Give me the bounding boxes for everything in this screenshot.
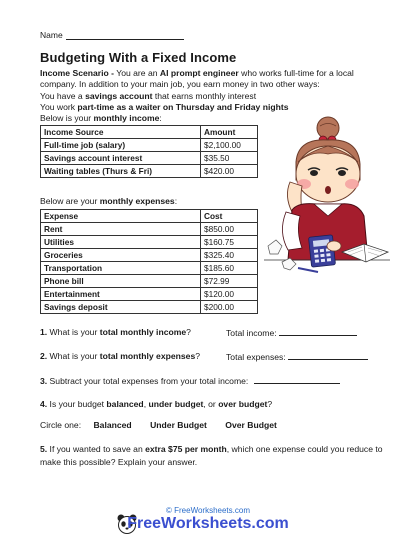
name-line[interactable] [66,31,184,40]
q3-number: 3. [40,376,48,386]
savings-text-c: that earns monthly interest [152,91,257,101]
scenario-text: You are an [114,68,160,78]
table-row [41,288,258,301]
waiter-text-a: You work [40,102,78,112]
expense-cost-cell: $185.60 [201,262,258,275]
q2-answer [226,351,396,363]
income-amount-cell: $35.50 [201,152,258,165]
scenario-job: AI prompt engineer [159,68,239,78]
q4-text-f: over budget [218,399,268,409]
table-row [41,249,258,262]
q3-text: Subtract your total expenses from your total income: [47,376,249,386]
table-row [41,236,258,249]
income-intro-c: : [159,113,162,123]
income-source-cell: Savings account interest [41,152,201,165]
q4-text-e: , or [203,399,219,409]
expense-cost-cell: $72.99 [201,275,258,288]
income-header-amount: Amount [201,126,258,139]
income-header-source: Income Source [41,126,201,139]
student-illustration [262,112,392,284]
expense-cost-cell: $200.00 [201,301,258,314]
q5-text-b: extra $75 per month [145,444,227,454]
q1-text-c: ? [186,327,191,337]
table-row [41,301,258,314]
income-intro-b: monthly income [93,113,160,123]
circle-one-row [40,420,390,431]
q2-text-c: ? [195,351,201,361]
expense-cost-cell: $160.75 [201,236,258,249]
scenario-label: Income Scenario - [40,68,115,78]
q4-text-a: Is your budget [47,399,107,409]
income-amount-cell: $2,100.00 [201,139,258,152]
expense-table-header [41,210,258,223]
expense-cost-cell: $325.40 [201,249,258,262]
q1-answer [226,327,386,339]
q2-text-b: total monthly expenses [99,351,196,361]
page-title: Budgeting With a Fixed Income [40,50,237,65]
expense-table [40,209,258,314]
option-under-budget[interactable]: Under Budget [150,420,207,430]
expenses-intro-b: monthly expenses [99,196,175,206]
q2-text-a: What is your [47,351,100,361]
income-table [40,125,258,178]
total-income-label: Total income: [226,328,277,338]
table-row [41,223,258,236]
q4-text-d: under budget [148,399,204,409]
table-row [41,262,258,275]
question-5 [40,443,385,468]
option-over-budget[interactable]: Over Budget [225,420,277,430]
expense-header-cost: Cost [201,210,258,223]
total-expenses-blank[interactable] [288,351,368,360]
q4-number: 4. [40,399,48,409]
circle-one-label: Circle one: [40,420,82,430]
scenario-text-b: who works full-time for a local company. In addition to your main job, you earn money in two other ways: [40,68,354,89]
option-balanced[interactable]: Balanced [93,420,132,430]
savings-text-a: You have a [40,91,86,101]
q1-text-b: total monthly income [99,327,187,337]
q4-text-g: ? [267,399,273,409]
table-row [41,152,258,165]
copyright-text: © FreeWorksheets.com [166,506,250,515]
name-label: Name [40,30,63,40]
income-source-cell: Waiting tables (Thurs & Fri) [41,165,201,178]
table-row [41,275,258,288]
expense-name-cell: Phone bill [41,275,201,288]
income-source-cell: Full-time job (salary) [41,139,201,152]
expenses-intro-a: Below are your [40,196,100,206]
q5-text-c: , which one expense could you reduce to make this possible? Explain your answer. [40,444,383,467]
expense-name-cell: Groceries [41,249,201,262]
expense-header-name: Expense [41,210,201,223]
expense-name-cell: Savings deposit [41,301,201,314]
income-table-header [41,126,258,139]
waiter-text-b: part-time as a waiter on Thursday and Friday nights [77,102,289,112]
question-3 [40,375,390,387]
income-intro-a: Below is your [40,113,94,123]
total-income-blank[interactable] [279,327,357,336]
expense-cost-cell: $120.00 [201,288,258,301]
q1-text-a: What is your [47,327,100,337]
income-amount-cell: $420.00 [201,165,258,178]
table-row [41,139,258,152]
site-logo-text[interactable]: FreeWorksheets.com [127,515,289,532]
expense-name-cell: Utilities [41,236,201,249]
waiter-line [40,102,380,113]
q4-text-c: , [143,399,149,409]
table-row [41,165,258,178]
expense-name-cell: Rent [41,223,201,236]
total-expenses-label: Total expenses: [226,352,286,362]
q5-text-a: If you wanted to save an [47,444,146,454]
expense-cost-cell: $850.00 [201,223,258,236]
q5-number: 5. [40,444,48,454]
q3-answer-blank[interactable] [254,375,340,384]
q1-number: 1. [40,327,48,337]
expenses-intro-c: : [174,196,178,206]
expense-name-cell: Transportation [41,262,201,275]
savings-line [40,91,380,102]
q4-text-b: balanced [106,399,144,409]
question-4 [40,399,390,410]
name-field [40,30,184,40]
q2-number: 2. [40,351,48,361]
savings-text-b: savings account [85,91,153,101]
scenario-paragraph [40,68,380,89]
expense-name-cell: Entertainment [41,288,201,301]
